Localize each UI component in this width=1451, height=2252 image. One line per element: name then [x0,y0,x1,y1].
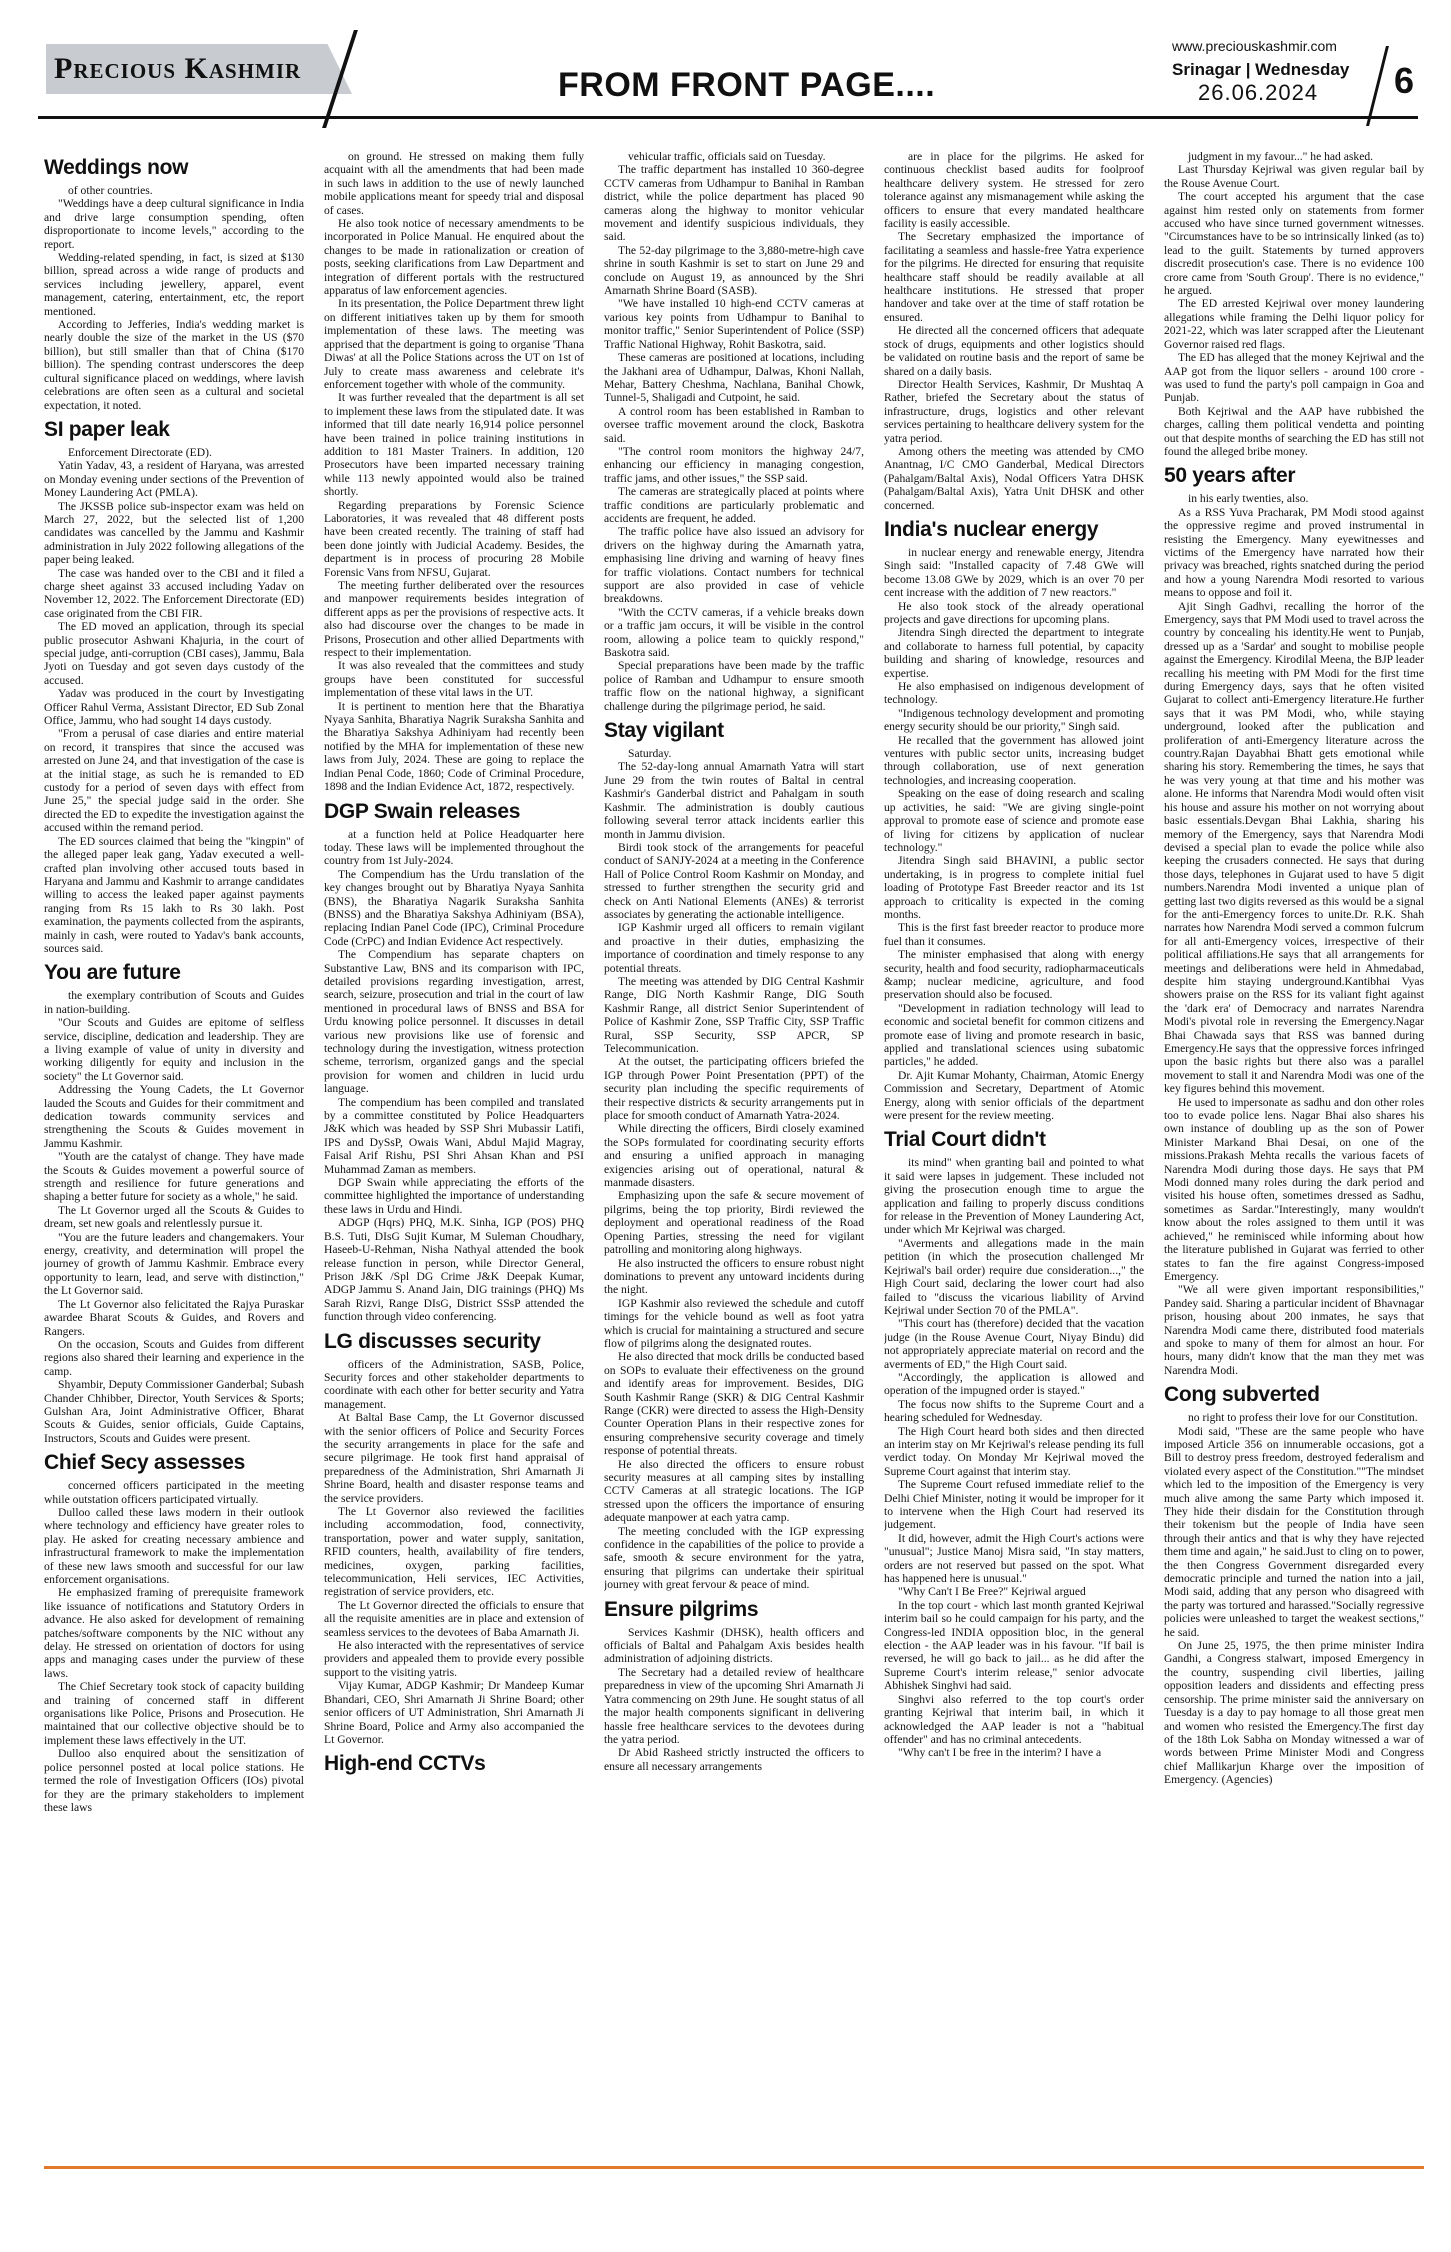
article-paragraph: The Lt Governor also reviewed the facilities including accommodation, food, connectivity, transportation, power and water supply, sanitation, RFID counters, health, availability of fire tenders, medicines, oxygen, parking facilities, telecommunication, Heli services, IEC Activities, registration of service providers, etc. [324,1505,584,1599]
article-paragraph: on ground. He stressed on making them fully acquaint with all the amendments that had been made in such laws in addition to the use of newly launched mobile applications meant for speedy trial and disposal of cases. [324,150,584,217]
article-paragraph: The minister emphasised that along with energy security, health and food security, radiopharmaceuticals &amp; nuclear medicine, agriculture, and food preservation should also be focused. [884,948,1144,1002]
article-columns [44,150,1424,2162]
article-paragraph: Emphasizing upon the safe & secure movement of pilgrims, being the top priority, Birdi reviewed the deployment and operational readiness of the Road Opening Parties, stressing the need for vigilant patrolling and monitoring along highways. [604,1189,864,1257]
article-paragraph: It did, however, admit the High Court's actions were "unusual"; Justice Manoj Misra said, "In stay matters, orders are not reserved but passed on the spot. What has happened here is unusual." [884,1531,1144,1586]
article-paragraph: Shyambir, Deputy Commissioner Ganderbal; Subash Chander Chhibber, Director, Youth Services & Sports; Gulshan Ara, Joint Administrative Officer, Bharat Scouts & Guides, senior officials, Guide Captains, Instructors, Scouts and Guides were present. [44,1378,304,1445]
article-paragraph: Wedding-related spending, in fact, is sized at $130 billion, spread across a wide range of products and services including jewellery, apparel, event management, catering, entertainment, etc, the report mentioned. [44,251,304,318]
article-headline: LG discusses security [324,1329,541,1353]
article-paragraph: in his early twenties, also. [1188,492,1309,506]
page-number: 6 [1394,60,1415,101]
article-paragraph: Singhvi also referred to the top court's order granting Kejriwal that interim bail, in which it acknowledged the AAP leader is not a "habitual offender" and has no criminal antecedents. [884,1692,1144,1746]
article-paragraph: The Compendium has the Urdu translation of the key changes brought out by Bharatiya Nyaya Sanhita (BNS), the Bharatiya Nagarik Suraksha Sanhita (BNSS) and the Bharatiya Sakshya Adhiniyam (BSA), replacing Indian Panel Code (IPC), Criminal Procedure Code (CrPC) and Indian Evidence Act respectively. [324,867,584,948]
article-paragraph: IGP Kashmir also reviewed the schedule and cutoff timings for the vehicle bound as well as foot yatra which is crucial for maintaining a structured and secure flow of pilgrims along the designated routes. [604,1296,864,1350]
article-paragraph: Among others the meeting was attended by CMO Anantnag, I/C CMO Ganderbal, Medical Directors (Pahalgam/Baltal Axis), Nodal Officers Yatra DHSK (Pahalgam/Baltal Axis), Yatra Unit DHSK and other concerned. [884,444,1144,512]
article-paragraph: "Why Can't I Be Free?" Kejriwal argued [898,1585,1086,1599]
column-5 [1164,150,1424,2162]
masthead-divider [1366,46,1389,126]
article-paragraph: "You are the future leaders and changemakers. Your energy, creativity, and determination will propel the journey of growth of Jammu Kashmir. Embrace every opportunity to learn, lead, and serve with distinction," the Lt Governor said. [44,1230,304,1298]
article-paragraph: At Baltal Base Camp, the Lt Governor discussed with the senior officers of Police and Security Forces the security arrangements in place for the safe and secure pilgrimage. He took first hand appraisal of preparedness of the Administration, Shri Amarnath Ji Shrine Board, health and disaster response teams and the service providers. [324,1411,584,1505]
article-paragraph: vehicular traffic, officials said on Tuesday. [628,150,826,163]
article-paragraph: The ED sources claimed that being the "kingpin" of the alleged paper leak gang, Yadav executed a well-crafted plan involving other accused touts based in Haryana and Jammu and Kashmir to arrange candidates willing to access the leaked paper against payments ranging from Rs 15 lakh to Rs 30 lakh. Post examination, the payments collected from the aspirants, mainly in cash, were routed to Yadav's bank accounts, sources said. [44,834,304,955]
column-1 [44,150,304,2162]
article-paragraph: The 52-day-long annual Amarnath Yatra will start June 29 from the twin routes of Baltal in central Kashmir's Ganderbal district and Pahalgam in south Kashmir. The administration is doubly cautious following several terror attack incidents earlier this month in Jammu division. [604,760,864,841]
article-paragraph: The Supreme Court refused immediate relief to the Delhi Chief Minister, noting it would be improper for it to intervene when the High Court had reserved its judgement. [884,1478,1144,1532]
article-paragraph: The compendium has been compiled and translated by a committee constituted by Police Headquarters J&K which was headed by SSP Shri Mubassir Latifi, IPS and DySsP, Owais Wani, Abdul Majid Magray, Faisal Arif Rishu, PSI Shri Ahsan Khan and PSI Muhammad Zaman as members. [324,1095,584,1176]
article-paragraph: It is pertinent to mention here that the Bharatiya Nyaya Sanhita, Bharatiya Nagrik Suraksha Sanhita and the Bharatiya Sakshya Adhiniyam had recently been notified by the MHA for implementation of these new laws from July, 2024. These are going to replace the Indian Penal Code, 1860; Code of Criminal Procedure, 1898 and the Indian Evidence Act, 1872, respectively. [324,699,584,794]
article-paragraph: no right to profess their love for our Constitution. [1188,1411,1418,1425]
article-paragraph: "This court has (therefore) decided that the vacation judge (in the Rouse Avenue Court, Niyay Bindu) did not appropriately appreciate material on record and the averments of ED," the High Court said. [884,1317,1144,1371]
article-paragraph: "The control room monitors the highway 24/7, enhancing our efficiency in managing congestion, traffic jams, and other issues," the SSP said. [604,444,864,485]
article-paragraph: He also took notice of necessary amendments to be incorporated in Police Manual. He enquired about the changes to be made in rationalization or creation of posts, seeking clarifications from Law Department and integration of different portals with the restructured apparatus of law enforcement agencies. [324,217,584,298]
article-paragraph: A control room has been established in Ramban to oversee traffic movement around the clock, Baskotra said. [604,404,864,445]
article-paragraph: On June 25, 1975, the then prime minister Indira Gandhi, a Congress stalwart, imposed Emergency in the country, suspending civil liberties, jailing opposition leaders and dissidents and effecting press censorship. The prime minister said the anniversary on Tuesday is a day to pay homage to all those great men and women who resisted the Emergency.The first day of the 18th Lok Sabha on Monday witnessed a war of words between Prime Minister Modi and Congress chief Mallikarjun Kharge over the imposition of Emergency. (Agencies) [1164,1639,1424,1787]
article-paragraph: ADGP (Hqrs) PHQ, M.K. Sinha, IGP (POS) PHQ B.S. Tuti, DIsG Sujit Kumar, M Suleman Choudhary, Haseeb-U-Rehman, Nisha Nathyal attended the book release function in person, while Director General, Prison J&K /Spl DG Crime J&K Deepak Kumar, ADGP Jammu S. Anand Jain, DIG trainings (PHQ) Ms Sarah Rizvi, Range DIsG, District SSsP attended the function through video conferencing. [324,1216,584,1324]
article-paragraph: "Youth are the catalyst of change. They have made the Scouts & Guides movement a powerful source of strength and resilience for future generations and shaping a better future for society as a whole," he said. [44,1150,304,1204]
article-headline: DGP Swain releases [324,799,521,823]
article-paragraph: Vijay Kumar, ADGP Kashmir; Dr Mandeep Kumar Bhandari, CEO, Shri Amarnath Ji Shrine Board; other senior officers of UT Administration, Shri Amarnath Ji Shrine Board, Police and Army also accompanied the Lt Governor. [324,1679,584,1746]
article-paragraph: are in place for the pilgrims. He asked for continuous checklist based audits for foolproof healthcare delivery system. He stressed for zero tolerance against any mismanagement while asking the officers to ensure that every mandated healthcare facility is easily accessible. [884,150,1144,231]
article-paragraph: While directing the officers, Birdi closely examined the SOPs formulated for coordinating security efforts and ensuring a unified approach in managing exigencies arising out of operational, natural & manmade disasters. [604,1122,864,1190]
article-paragraph: "Accordingly, the application is allowed and operation of the impugned order is stayed." [884,1370,1144,1398]
article-paragraph: The traffic department has installed 10 360-degree CCTV cameras from Udhampur to Banihal in Ramban district, while the police department has placed 90 cameras along the highway to monitor vehicular movement and identify suspicious individuals, they said. [604,163,864,244]
article-paragraph: Ajit Singh Gadhvi, recalling the horror of the Emergency, says that PM Modi used to travel across the country by concealing his identity.He went to Punjab, dressed up as a 'Sardar' and sought to mobilise people against the Emergency. Kirodilal Meena, the BJP leader recalling his meeting with PM Modi for the first time during Emergency days, says that he often visited Gujarat to collect anti-Emergency literature.He further says that it was PM Modi, who, while staying underground, looked after the publication and proliferation of anti-Emergency literature across the country.Rajan Dayabhai Bhatt gets emotional while sharing his story. Remembering the times, he says that he was very young at that time and his mother was alone. He informs that Narendra Modi would often visit his house and assure his mother on not worrying about basic essentials.Devgan Bhai Lakhia, sharing his memory of the Emergency, says that Narendra Modi devised a special plan to evade the police while also keeping the crusaders connected. He says that during those days, telephones in Gujarat used to have 5 digit numbers.Narendra Modi invented a unique plan of getting last two digits reversed as this would be a signal for the anti-Emergency forces to unite.Dr. R.K. Shah narrates how Narendra Modi served a common fulcrum for all anti-Emergency voices, irrespective of their political affiliations.He says that all arrangements for meetings and deliberations were held in Ahmedabad, despite him staying underground.Kantibhai Vyas showers praise on the RSS for its valiant fight against the 'dark era' of Democracy and narrates Narendra Modi's pivotal role in reversing the Emergency.Nagar Bhai Chawada says that RSS was banned during Emergency.He says that the oppressive forces infringed upon the basic rights but there also was a parallel movement to stall it and Narendra Modi was one of the key figures behind this movement. [1164,599,1424,1096]
article-paragraph: Yatin Yadav, 43, a resident of Haryana, was arrested on Monday evening under sections of the Prevention of Money Laundering Act (PMLA). [44,459,304,500]
article-paragraph: He also directed the officers to ensure robust security measures at all camping sites by installing CCTV Cameras at all strategic locations. The IGP stressed upon the officers the importance of ensuring adequate manpower at each yatra camp. [604,1457,864,1525]
article-paragraph: He also interacted with the representatives of service providers and appealed them to provide every possible support to the visiting yatris. [324,1639,584,1679]
article-paragraph: The Secretary emphasized the importance of facilitating a seamless and hassle-free Yatra experience for the pilgrims. He directed for ensuring that requisite healthcare staff should be readily available at all healthcare institutions. He stressed that proper handover and take over at the time of staff rotation be ensured. [884,230,1144,324]
article-paragraph: The JKSSB police sub-inspector exam was held on March 27, 2022, but the selected list of 1,200 candidates was cancelled by the Jammu and Kashmir administration in July 2022 following allegations of the paper being leaked. [44,499,304,567]
article-paragraph: Speaking on the ease of doing research and scaling up activities, he said: "We are giving single-point approval to promote ease of science and promote ease of living for citizens by application of nuclear technology." [884,787,1144,854]
article-paragraph: He recalled that the government has allowed joint ventures with public sector units, increasing budget through collaboration, use of next generation technologies, and increasing cooperation. [884,733,1144,787]
article-paragraph: The Lt Governor also felicitated the Rajya Puraskar awardee Bharat Scouts & Guides, and Rovers and Rangers. [44,1297,304,1338]
article-paragraph: He used to impersonate as sadhu and don other roles too to evade police lens. Nagar Bhai also shares his own instance of doubling up as the son of Power Minister Markand Bhai Desai, on one of the missions.Prakash Mehta recalls the various facets of Narendra Modi during those days. He says that PM Modi donned many roles during the dark period and visited his house often, sometimes dressed as Sadhu, sometimes as Sardar."Interestingly, many wouldn't know about the roles assigned to them until it was achieved," he reminisced while informing about how the literature published in Gujarat was ferried to other states to fan the fire against Congress-imposed Emergency. [1164,1095,1424,1283]
city-day: Srinagar | Wednesday [1172,60,1350,79]
article-paragraph: The ED has alleged that the money Kejriwal and the AAP got from the liquor sellers - around 100 crore - was used to fund the party's poll campaign in Goa and Punjab. [1164,351,1424,405]
article-paragraph: Addressing the Young Cadets, the Lt Governor lauded the Scouts and Guides for their commitment and dedication towards community services and strengthening the Scouts & Guides movement in Jammu Kashmir. [44,1083,304,1150]
article-paragraph: Jitendra Singh said BHAVINI, a public sector undertaking, is in progress to complete initial fuel loading of Prototype Fast Breeder reactor and its 1st approach to criticality is expected in the coming months. [884,854,1144,921]
article-paragraph: In the top court - which last month granted Kejriwal interim bail so he could campaign for his party, and the Congress-led INDIA opposition bloc, in the general election - the AAP leader was in his favour. "If bail is reversed, he will go back to jail... as he did after the Supreme Court's interim release," senior advocate Abhishek Singhvi had said. [884,1598,1144,1693]
article-paragraph: Dulloo also enquired about the sensitization of police personnel posted at local police stations. He termed the role of Investigation Officers (IOs) pivotal for they are the primary stakeholders to implement these laws [44,1747,304,1814]
article-paragraph: As a RSS Yuva Pracharak, PM Modi stood against the oppressive regime and proved instrumental in resisting the Emergency. Many eyewitnesses and victims of the Emergency have narrated how their privacy was breached, rights snatched during the period and how a young Narendra Modi resorted to various means to oppose and foil it. [1164,505,1424,600]
article-paragraph: The court accepted his argument that the case against him rested only on statements from former accused who have since turned government witnesses. "Circumstances have to be so intrinsically linked (as to) lead to the guilt. Statements by turned approvers discredit prosecution's case. There is no evidence 100 crore came from 'South Group'. There is no evidence," he argued. [1164,190,1424,298]
article-paragraph: The meeting further deliberated over the resources and manpower requirements besides integration of different apps as per the provisions of respective acts. It also had discourse over the changes to be made in Prisons, Prosecution and other allied Departments with respect to their implementation. [324,579,584,660]
article-headline: India's nuclear energy [884,517,1099,541]
article-paragraph: of other countries. [68,184,153,197]
article-paragraph: The Chief Secretary took stock of capacity building and training of concerned staff in different organisations like Police, Prisons and Prosecution. He maintained that our collective objective should be to implement these laws effectively in the UT. [44,1680,304,1747]
article-paragraph: The meeting was attended by DIG Central Kashmir Range, DIG North Kashmir Range, DIG South Kashmir Range, all district Senior Superintendent of Police of Kashmir Zone, SSP Traffic City, SSP Traffic Rural, SSP Security, SSP APCR, SP Telecommunication. [604,974,864,1055]
article-paragraph: The 52-day pilgrimage to the 3,880-metre-high cave shrine in south Kashmir is set to start on June 29 and conclude on August 19, as announced by the Shri Amarnath Shrine Board (SASB). [604,243,864,298]
article-paragraph: "Averments and allegations made in the main petition (in which the prosecution challenged Mr Kejriwal's bail order) require due consideration...," the High Court said, declaring the lower court had also failed to "discuss the vicarious liability of Arvind Kejriwal under Section 70 of the PMLA". [884,1236,1144,1317]
article-paragraph: Dulloo called these laws modern in their outlook where technology and efficiency have greater roles to play. He asked for creating necessary ambience and infrastructural framework to make the implementation of these new laws smooth and successful for our law enforcement organisations. [44,1505,304,1586]
article-paragraph: The Lt Governor urged all the Scouts & Guides to dream, set new goals and relentlessly pursue it. [44,1203,304,1231]
article-paragraph: "Indigenous technology development and promoting energy security should be our priority," Singh said. [884,706,1144,734]
article-paragraph: He also directed that mock drills be conducted based on SOPs to evaluate their effectiveness on the ground and identify areas for improvement. Besides, DIG South Kashmir Range (SKR) & DIG Central Kashmir Range (CKR) were directed to assess the High-Density Counter Operation Plans in their respective zones for ensuring comprehensive security coverage and timely response of potential threats. [604,1350,864,1458]
article-paragraph: According to Jefferies, India's wedding market is nearly double the size of the market in the US ($70 billion), but still smaller than that of China ($170 billion). The spending contrast underscores the deep cultural significance placed on weddings, where lavish celebrations are often seen as a cultural and societal expectation, it noted. [44,318,304,412]
article-paragraph: "Weddings have a deep cultural significance in India and drive large consumption spending, often disproportionate to income levels," according to the report. [44,197,304,251]
article-paragraph: "Why can't I be free in the interim? I have a [898,1746,1102,1760]
article-paragraph: It was further revealed that the department is all set to implement these laws from the stipulated date. It was informed that till date nearly 16,914 police personnel have been trained in police training institutions in addition to 181 Master Trainers. In addition, 120 Prosecutors have been imparted necessary training while 113 newly appointed would also be trained shortly. [324,391,584,499]
article-headline: Weddings now [44,156,189,179]
website: www.preciouskashmir.com [1172,38,1337,54]
article-paragraph: Special preparations have been made by the traffic police of Ramban and Udhampur to ensure smooth traffic flow on the national highway, a significant challenge during the pilgrimage period, he said. [604,659,864,713]
article-paragraph: The Secretary had a detailed review of healthcare preparedness in view of the upcoming Shri Amarnath Ji Yatra commencing on 29th June. He sought status of all the major health components significant in delivering hassle free healthcare services to the devotees during the yatra period. [604,1665,864,1746]
article-paragraph: Both Kejriwal and the AAP have rubbished the charges, calling them political vendetta and pointing out that despite months of searching the ED has still not found the alleged bribe money. [1164,404,1424,458]
article-paragraph: judgment in my favour..." he had asked. [1188,150,1374,163]
masthead [38,30,1418,110]
article-paragraph: "From a perusal of case diaries and entire material on record, it transpires that since the accused was arrested on June 24, and that investigation of the case is at the initial stage, as such he is remanded to ED custody for a period of seven days with effect from June 25," the special judge said in the order. She directed the ED to expedite the investigation against the accused within the remand period. [44,727,304,835]
article-paragraph: concerned officers participated in the meeting while outstation officers participated virtually. [44,1479,304,1506]
article-paragraph: Regarding preparations by Forensic Science Laboratories, it was revealed that 48 different posts have been created recently. The training of staff had been done jointly with Judicial Academy. Besides, the department is in process of procuring 28 Mobile Forensic Vans from NFSU, Gujarat. [324,498,584,579]
article-paragraph: The case was handed over to the CBI and it filed a charge sheet against 33 accused including Yadav on November 12, 2022. The Enforcement Directorate (ED) case originated from the CBI FIR. [44,566,304,620]
article-headline: You are future [44,961,181,985]
article-paragraph: Birdi took stock of the arrangements for peaceful conduct of SANJY-2024 at a meeting in the Conference Hall of Police Control Room Kashmir on Monday, and stressed to further strengthen the security grid and check on Anti National Elements (ANEs) & terrorist associates by generating the actionable intelligence. [604,840,864,921]
article-paragraph: The ED arrested Kejriwal over money laundering allegations while framing the Delhi liquor policy for 2021-22, which was later scrapped after the Lieutenant Governor raised red flags. [1164,297,1424,351]
article-headline: 50 years after [1164,464,1296,488]
article-paragraph: He also emphasised on indigenous development of technology. [884,680,1144,707]
article-paragraph: The Compendium has separate chapters on Substantive Law, BNS and its comparison with IPC, detailed provisions regarding investigation, arrest, search, seizure, prosecution and trial in the court of law mentioned in procedural laws of BNSS and BSA for Urdu knowing police personnel. It discusses in detail various new provisions like use of forensic and technology during the investigation, witness protection scheme, terrorism, organized gangs and the special provision for women and children in lucid urdu language. [324,948,584,1096]
masthead-rule [38,116,1418,119]
article-paragraph: These cameras are positioned at locations, including the Jakhani area of Udhampur, Dalwas, Khoni Nallah, Mehar, Battery Cheshma, Nachlana, Banihal Chowk, Tunnel-5, Shaligadi and Cutpoint, he said. [604,351,864,405]
article-headline: Cong subverted [1164,1383,1320,1407]
article-paragraph: Dr. Ajit Kumar Mohanty, Chairman, Atomic Energy Commission and Secretary, Department of Atomic Energy, along with senior officials of the department were present for the review meeting. [884,1068,1144,1123]
article-paragraph: at a function held at Police Headquarter here today. These laws will be implemented throughout the country from 1st July-2024. [324,827,584,868]
article-headline: High-end CCTVs [324,1752,486,1776]
article-paragraph: "We all were given important responsibilities," Pandey said. Sharing a particular incident of Bhavnagar prison, housing about 200 inmates, he says that Narendra Modi came there, distributed food materials and spoke to many of them for almost an hour. For hours, many didn't know that the man they met was Narendra Modi. [1164,1283,1424,1377]
article-paragraph: Director Health Services, Kashmir, Dr Mushtaq A Rather, briefed the Secretary about the status of infrastructure, drugs, logistics and other relevant services pertaining to healthcare delivery system for the yatra period. [884,377,1144,445]
column-2 [324,150,584,2162]
article-paragraph: The Lt Governor directed the officials to ensure that all the requisite amenities are in place and extension of seamless services to the devotees of Baba Amarnath Ji. [324,1598,584,1639]
article-headline: Ensure pilgrims [604,1597,759,1621]
article-paragraph: "Our Scouts and Guides are epitome of selfless service, discipline, dedication and leadership. They are a living example of value of unity in diversity and working diligently for equity and inclusion in the society" the Lt Governor said. [44,1016,304,1083]
article-paragraph: He emphasized framing of prerequisite framework like issuance of notifications and Statutory Orders in advance. He also asked for development of remaining patches/software components by the NIC without any delay. He stressed on orientation of doctors for using apps and managing cases under the purview of these laws. [44,1586,304,1680]
article-paragraph: "With the CCTV cameras, if a vehicle breaks down or a traffic jam occurs, it will be visible in the control room, allowing a police team to quickly respond," Baskotra said. [604,605,864,660]
article-paragraph: He directed all the concerned officers that adequate stock of drugs, equipments and other logistics should be validated on routine basis and the report of same be shared on a daily basis. [884,324,1144,378]
article-paragraph: its mind" when granting bail and pointed to what it said were lapses in judgement. These included not giving the prosecution enough time to argue the application and failing to properly discuss conditions for release in the Prevention of Money Laundering Act, under which Mr Kejriwal was charged. [884,1156,1144,1237]
article-paragraph: Jitendra Singh directed the department to integrate and collaborate to harness full potential, by capacity building and sharing of knowledge, resources and expertise. [884,626,1144,680]
article-paragraph: He also took stock of the already operational projects and gave directions for upcoming plans. [884,599,1144,626]
article-paragraph: He also instructed the officers to ensure robust night dominations to prevent any untoward incidents during the night. [604,1256,864,1297]
column-4 [884,150,1144,2162]
article-paragraph: "Development in radiation technology will lead to economic and societal benefit for common citizens and promote ease of living and promote research in basic, applied and translational sciences using subatomic particles," he added. [884,1001,1144,1069]
article-paragraph: Saturday. [628,747,672,761]
article-paragraph: The cameras are strategically placed at points where traffic conditions are particularly problematic and accidents are frequent, he added. [604,485,864,525]
article-paragraph: The ED moved an application, through its special public prosecutor Ashwani Khajuria, in the court of special judge, anti-corruption (CBI cases), Jammu, Bala Jyoti on Tuesday and got seven days custody of the accused. [44,620,304,687]
article-paragraph: Yadav was produced in the court by Investigating Officer Rahul Verma, Assistant Director, ED Sub Zonal Office, Jammu, who had sought 14 days custody. [44,687,304,728]
article-paragraph: Last Thursday Kejriwal was given regular bail by the Rouse Avenue Court. [1164,163,1424,190]
article-headline: Chief Secy assesses [44,1451,245,1475]
article-headline: SI paper leak [44,417,170,441]
article-paragraph: "We have installed 10 high-end CCTV cameras at various key points from Udhampur to Banihal to monitor traffic," Senior Superintendent of Police (SSP) Traffic National Highway, Rohit Baskotra, said. [604,297,864,351]
article-paragraph: It was also revealed that the committees and study groups have been constituted for successful implementation of these vital laws in the UT. [324,659,584,700]
article-paragraph: On the occasion, Scouts and Guides from different regions also shared their learning and experience in the camp. [44,1337,304,1378]
article-paragraph: the exemplary contribution of Scouts and Guides in nation-building. [44,989,304,1016]
article-paragraph: Dr Abid Rasheed strictly instructed the officers to ensure all necessary arrangements [604,1746,864,1773]
article-paragraph: Modi said, "These are the same people who have imposed Article 356 on innumerable occasions, got a Bill to destroy press freedom, destroyed federalism and violated every aspect of the Constitution.""The mindset which led to the imposition of the Emergency is very much alive among the same Party which imposed it. They hide their disdain for the Constitution through their tokenism but the people of India have seen through their antics and that is why they have rejected them time and again," he said.Just to cling on to power, the then Congress Government disregarded every democratic principle and turned the nation into a jail, Modi said, adding that any person who disagreed with the party was tortured and harassed."Socially regressive policies were unleashed to target the weakest sections," he said. [1164,1424,1424,1639]
section-title: FROM FRONT PAGE.... [558,66,936,104]
issue-date: 26.06.2024 [1198,80,1319,105]
article-paragraph: Enforcement Directorate (ED). [68,445,212,459]
brand-logo: Precious Kashmir [54,52,302,85]
article-paragraph: The traffic police have also issued an advisory for drivers on the highway during the Amarnath yatra, emphasising line driving and warning of heavy fines for traffic violations. Contact numbers for technical support are also provided in case of vehicle breakdowns. [604,525,864,606]
article-headline: Trial Court didn't [884,1128,1046,1152]
article-paragraph: Services Kashmir (DHSK), health officers and officials of Baltal and Pahalgam Axis besides health administration of adjoining districts. [604,1625,864,1666]
article-paragraph: officers of the Administration, SASB, Police, Security forces and other stakeholder departments to coordinate with each other for better security and Yatra management. [324,1357,584,1411]
article-headline: Stay vigilant [604,719,724,743]
article-paragraph: IGP Kashmir urged all officers to remain vigilant and proactive in their duties, emphasizing the importance of coordination and timely response to any potential threats. [604,921,864,975]
article-paragraph: In its presentation, the Police Department threw light on different initiatives taken up by them for smooth implementation of these laws. The meeting was apprised that the department is going to organise 'Thana Diwas' at all the Police Stations across the UT on 1st of July to create mass awareness and celebrate it's enforcement together with whole of the community. [324,297,584,391]
article-paragraph: At the outset, the participating officers briefed the IGP through Power Point Presentation (PPT) of the security plan including the specific requirements of their respective districts & security arrangements put in place for smooth conduct of Amarnath Yatra-2024. [604,1055,864,1123]
article-paragraph: The meeting concluded with the IGP expressing confidence in the capabilities of the police to provide a safe, smooth & secure environment for the yatra, ensuring that pilgrims can undertake their spiritual journey with great fervour & peace of mind. [604,1524,864,1592]
column-3 [604,150,864,2162]
article-paragraph: This is the first fast breeder reactor to produce more fuel than it consumes. [884,921,1144,948]
footer-rule [44,2166,1424,2169]
article-paragraph: The focus now shifts to the Supreme Court and a hearing scheduled for Wednesday. [884,1397,1144,1425]
article-paragraph: in nuclear energy and renewable energy, Jitendra Singh said: "Installed capacity of 7.48 GWe will become 13.08 GWe by 2029, which is an over 70 per cent increase with the addition of 7 new reactors." [884,545,1144,600]
article-paragraph: The High Court heard both sides and then directed an interim stay on Mr Kejriwal's release pending its full verdict today. On Monday Mr Kejriwal moved the Supreme Court against that interim stay. [884,1424,1144,1478]
article-paragraph: DGP Swain while appreciating the efforts of the committee highlighted the importance of understanding these laws in Urdu and Hindi. [324,1176,584,1216]
